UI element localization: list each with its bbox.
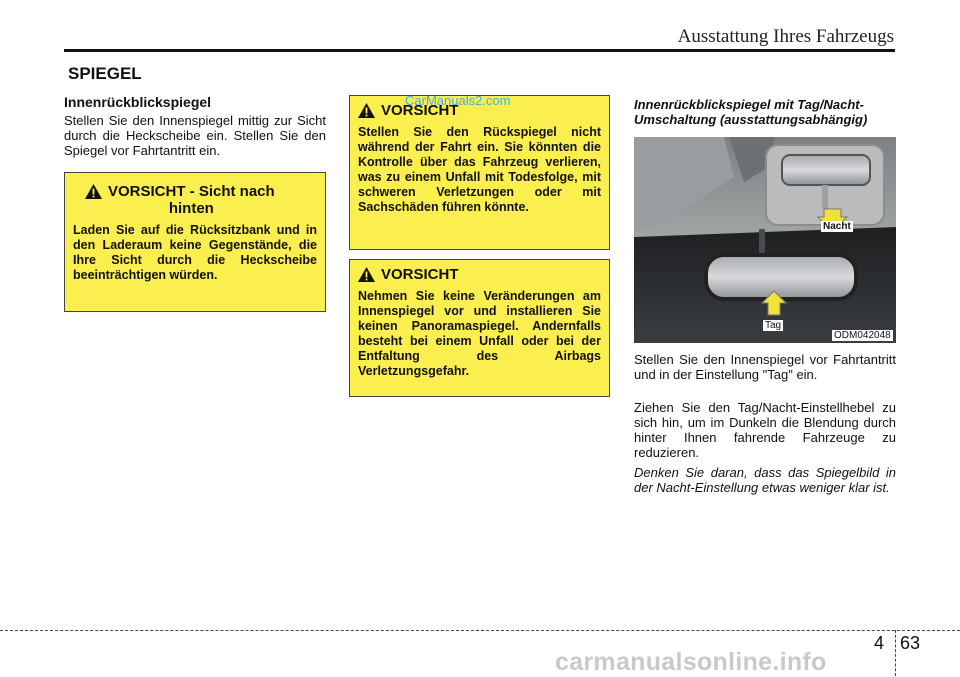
warning-body: Laden Sie auf die Rücksitzbank und in den Laderaum keine Gegenstände, die Ihre Sicht durch die Heckscheibe beeinträchtigen würden. bbox=[73, 223, 317, 282]
header-title: Ausstattung Ihres Fahrzeugs bbox=[677, 26, 894, 47]
warning-triangle-icon bbox=[358, 267, 375, 282]
header-rule bbox=[64, 49, 895, 52]
paragraph-note: Denken Sie daran, dass das Spiegelbild in der Nacht-Einstellung etwas weniger klar ist. bbox=[634, 465, 896, 495]
warning-title: VORSICHT bbox=[381, 102, 459, 119]
paragraph-night-setting: Ziehen Sie den Tag/Nacht-Einstellhebel zu sich hin, um im Dunkeln die Blendung durch hinter Ihnen fahrende Fahrzeuge zu reduzieren. bbox=[634, 400, 896, 460]
figure-code: ODM042048 bbox=[834, 330, 891, 341]
chapter-number: 4 bbox=[874, 633, 885, 653]
label-day: Tag bbox=[765, 320, 782, 331]
warning-title: VORSICHT bbox=[381, 266, 459, 283]
section-title: SPIEGEL bbox=[68, 64, 142, 83]
label-night: Nacht bbox=[823, 221, 851, 232]
footer-divider bbox=[0, 630, 960, 631]
subsection-heading: Innenrückblickspiegel bbox=[64, 94, 212, 110]
warning-heading bbox=[73, 183, 317, 217]
warning-body: Nehmen Sie keine Veränderungen am Innenspiegel vor und installieren Sie keinen Panoramaspiegel. Andernfalls besteht bei einem Unfall oder bei der Entfaltung des Airbags Verletzungsgefahr. bbox=[358, 289, 601, 378]
footer-page-divider bbox=[895, 630, 896, 676]
figure-caption: Innenrückblickspiegel mit Tag/Nacht-Umschaltung (ausstattungsabhängig) bbox=[634, 97, 868, 127]
warning-heading bbox=[358, 266, 601, 283]
intro-paragraph: Stellen Sie den Innenspiegel mittig zur Sicht durch die Heckscheibe ein. Stellen Sie den Spiegel vor Fahrtantritt ein. bbox=[64, 113, 326, 158]
page-number: 63 bbox=[900, 633, 921, 653]
warning-title: VORSICHT - Sicht nach bbox=[108, 183, 275, 200]
warning-box-adjust bbox=[349, 95, 610, 250]
warning-triangle-icon bbox=[85, 184, 102, 199]
warning-triangle-icon bbox=[358, 103, 375, 118]
warning-box-modify bbox=[349, 259, 610, 397]
paragraph-day-setting: Stellen Sie den Innenspiegel vor Fahrtantritt und in der Einstellung "Tag" ein. bbox=[634, 352, 896, 382]
footer-watermark: carmanualsonline.info bbox=[555, 648, 827, 676]
warning-title-cont: hinten bbox=[168, 200, 214, 217]
mirror-illustration bbox=[634, 137, 896, 343]
warning-body: Stellen Sie den Rückspiegel nicht während der Fahrt ein. Sie könnten die Kontrolle über das Fahrzeug verlieren, was zu einem Unfall mit Todesfolge, mit schweren Verletzungen oder mit Sachschäden führen könnte. bbox=[358, 125, 601, 214]
warning-box-rear-view bbox=[64, 172, 326, 312]
watermark-text: CarManuals2.com bbox=[405, 93, 511, 108]
